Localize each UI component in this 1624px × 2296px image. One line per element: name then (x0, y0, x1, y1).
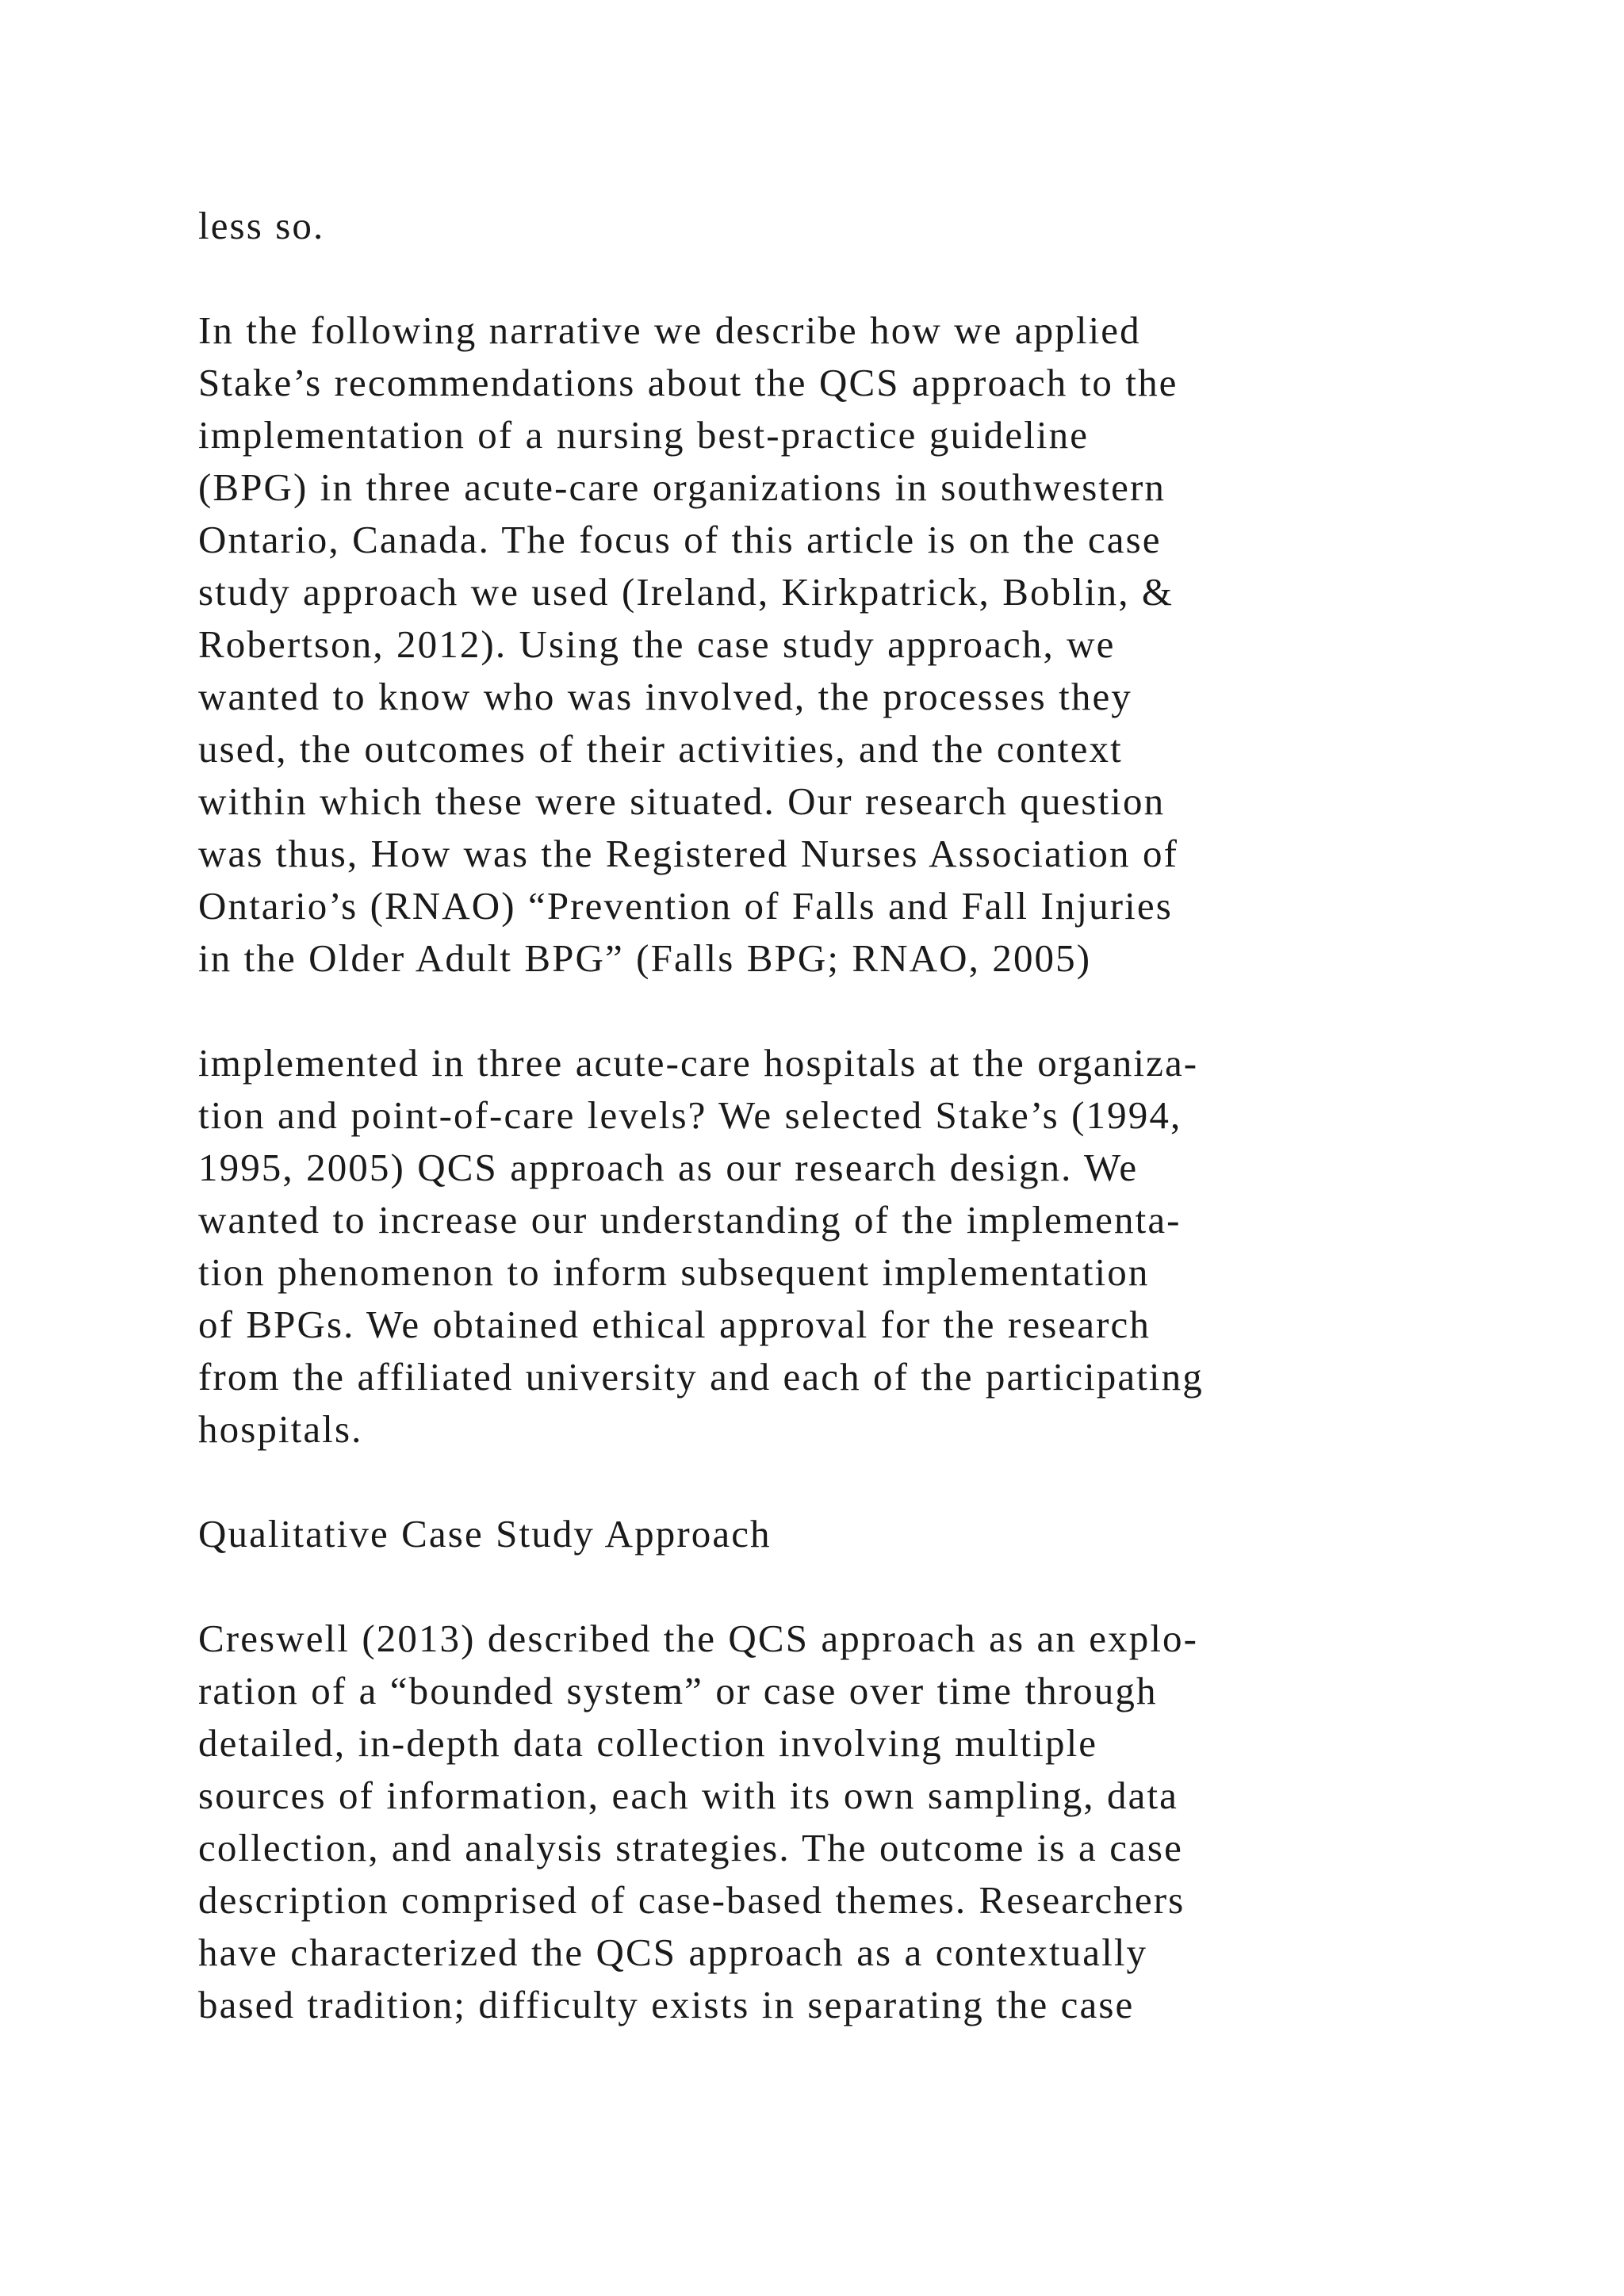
text-line: 1995, 2005) QCS approach as our research design. We (198, 1146, 1139, 1189)
text-line: In the following narrative we describe how we applied (198, 308, 1141, 352)
text-line: Robertson, 2012). Using the case study approach, we (198, 622, 1116, 666)
text-line: hospitals. (198, 1407, 363, 1451)
text-line: in the Older Adult BPG” (Falls BPG; RNAO, 2005) (198, 936, 1092, 980)
section-heading: Qualitative Case Study Approach (198, 1512, 772, 1556)
text-line: from the affiliated university and each of the participating (198, 1355, 1204, 1399)
text-line: implementation of a nursing best-practice guideline (198, 413, 1090, 457)
text-line: (BPG) in three acute-care organizations in southwestern (198, 465, 1166, 509)
text-line: study approach we used (Ireland, Kirkpatrick, Boblin, & (198, 570, 1174, 614)
text-line: sources of information, each with its own sampling, data (198, 1774, 1179, 1817)
text-line: have characterized the QCS approach as a contextually (198, 1931, 1148, 1974)
text-line: of BPGs. We obtained ethical approval for the research (198, 1303, 1151, 1346)
text-line: Ontario, Canada. The focus of this article is on the case (198, 518, 1162, 561)
text-line: Creswell (2013) described the QCS approach as an explo- (198, 1617, 1199, 1660)
text-line: wanted to know who was involved, the processes they (198, 675, 1132, 718)
text-line: less so. (198, 204, 325, 247)
text-line: was thus, How was the Registered Nurses Association of (198, 832, 1178, 875)
text-line: wanted to increase our understanding of the implementa- (198, 1198, 1182, 1242)
text-line: Stake’s recommendations about the QCS approach to the (198, 361, 1178, 404)
text-line: based tradition; difficulty exists in separating the case (198, 1983, 1135, 2026)
text-line: within which these were situated. Our research question (198, 779, 1166, 823)
text-line: Ontario’s (RNAO) “Prevention of Falls and Fall Injuries (198, 884, 1173, 928)
text-line: tion and point-of-care levels? We selected Stake’s (1994, (198, 1093, 1182, 1137)
text-line: collection, and analysis strategies. The outcome is a case (198, 1826, 1183, 1869)
text-line: ration of a “bounded system” or case over time through (198, 1669, 1158, 1712)
text-line: tion phenomenon to inform subsequent implementation (198, 1250, 1150, 1294)
text-line: description comprised of case-based themes. Researchers (198, 1878, 1185, 1922)
text-line: detailed, in-depth data collection involving multiple (198, 1721, 1098, 1765)
text-line: used, the outcomes of their activities, and the context (198, 727, 1123, 771)
text-line: implemented in three acute-care hospitals at the organiza- (198, 1041, 1199, 1085)
